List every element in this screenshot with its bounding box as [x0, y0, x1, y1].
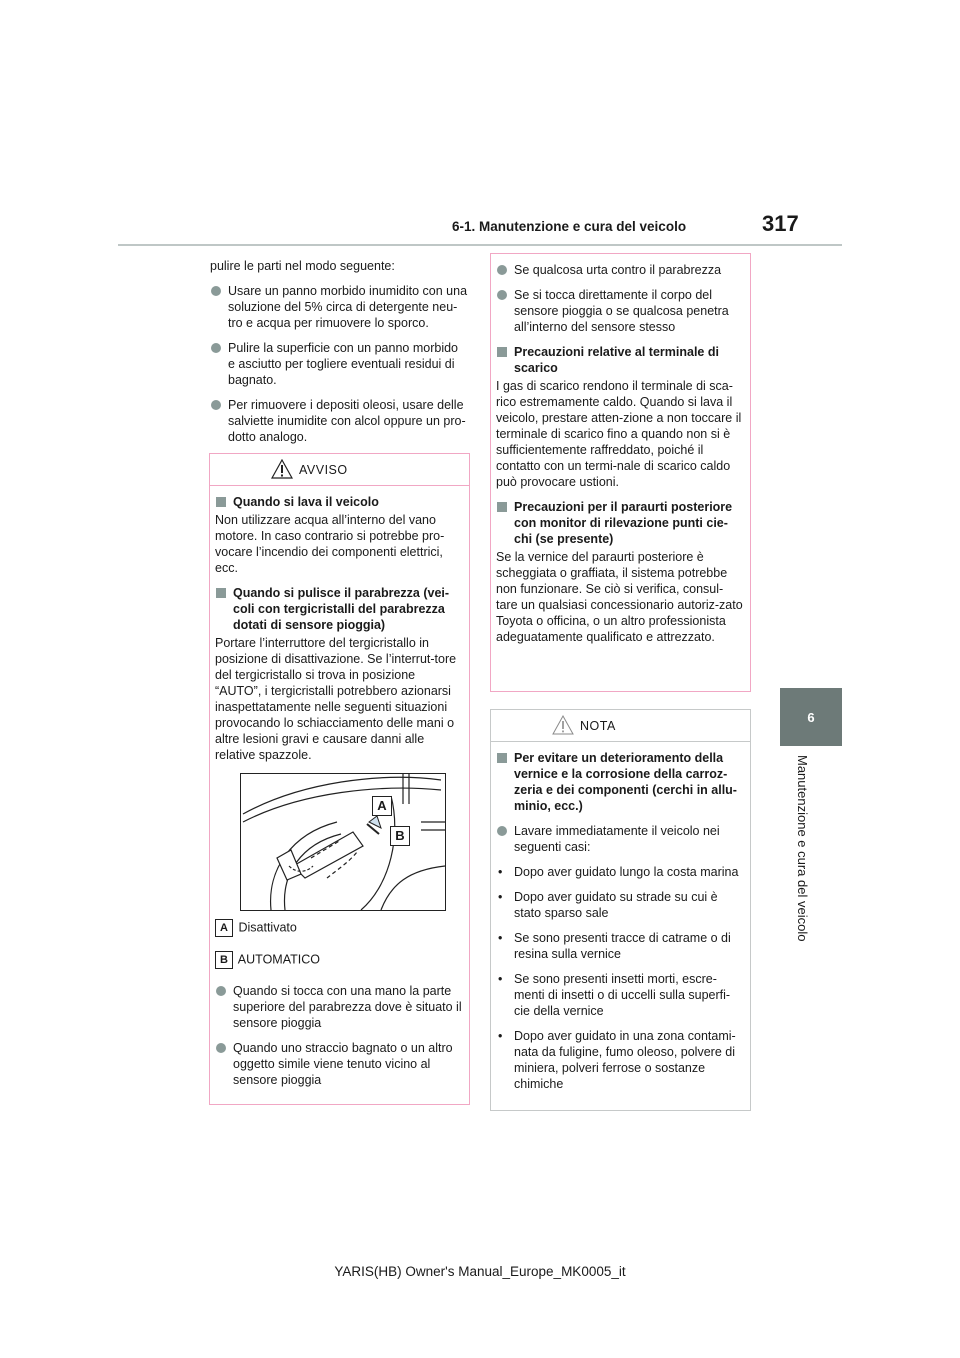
warning-heading: Precauzioni per il paraurti posteriore con monitor di rilevazione punti cie-chi (se presente) — [496, 499, 744, 547]
list-item: • Se sono presenti insetti morti, escre-menti di insetti o di uccelli sulla superfi-cie della vernice — [498, 972, 731, 1018]
list-item: Quando si tocca con una mano la parte superiore del parabrezza dove è situato il sensore pioggia — [215, 983, 463, 1031]
list-item: Se si tocca direttamente il corpo del sensore pioggia o se qualcosa penetra all’interno del sensore stesso — [496, 287, 744, 335]
footer-text: YARIS(HB) Owner's Manual_Europe_MK0005_it — [334, 1264, 626, 1279]
warning-heading: Precauzioni relative al terminale di scarico — [496, 344, 744, 376]
list-item: Pulire la superficie con un panno morbido e asciutto per togliere eventuali residui di bagnato. — [210, 340, 468, 388]
warning-heading: Quando si pulisce il parabrezza (vei-coli con tergicristalli del parabrezza dotati di sensore pioggia) — [215, 585, 463, 633]
warning-triangle-icon — [271, 459, 293, 479]
legend-item-a: A Disattivato — [215, 919, 463, 937]
page-number: 317 — [762, 211, 799, 236]
list-item: Quando uno straccio bagnato o un altro oggetto simile viene tenuto vicino al sensore pioggia — [215, 1040, 463, 1088]
header-rule — [118, 244, 842, 246]
figure-label-a: A — [372, 796, 392, 816]
warning-body — [210, 486, 469, 1088]
note-heading: Per evitare un deterioramento della vernice e la corrosione della carroz-zeria e dei componenti (cerchi in allu-minio, ecc.) — [496, 750, 744, 814]
square-bullet-icon — [497, 753, 507, 763]
wiper-lever-drawing — [241, 774, 445, 910]
bullet-icon — [216, 1043, 226, 1053]
bullet-icon — [216, 986, 226, 996]
square-bullet-icon — [497, 502, 507, 512]
bullet-icon — [211, 286, 221, 296]
list-item: • Se sono presenti tracce di catrame o di resina sulla vernice — [498, 931, 731, 961]
list-item: • Dopo aver guidato lungo la costa marina — [498, 865, 739, 879]
bullet-icon — [497, 290, 507, 300]
chapter-tab — [780, 688, 842, 746]
warning-text: Non utilizzare acqua all’interno del vano motore. In caso contrario si potrebbe pro-vocare l’incendio dei componenti elettrici, ecc. — [215, 513, 445, 575]
list-item: Usare un panno morbido inumidito con una soluzione del 5% circa di detergente neu-tro e acqua per rimuovere lo sporco. — [210, 283, 468, 331]
list-item: • Dopo aver guidato in una zona contami-nata da fuligine, fumo oleoso, polvere di miniera, polveri ferrose o sostanze chimiche — [498, 1029, 736, 1091]
list-item: Se qualcosa urta contro il parabrezza — [496, 262, 744, 278]
warning-title: AVVISO — [299, 463, 348, 477]
bullet-icon — [497, 826, 507, 836]
warning-box — [209, 453, 470, 1105]
label-tag-b: B — [215, 951, 233, 969]
chapter-label: Manutenzione e cura del veicolo — [795, 755, 810, 942]
list-item: Lavare immediatamente il veicolo nei seguenti casi: — [496, 823, 744, 855]
note-header — [491, 710, 750, 742]
bullet-icon — [211, 343, 221, 353]
figure-label-b: B — [390, 826, 410, 846]
square-bullet-icon — [216, 588, 226, 598]
warning-text: Se la vernice del paraurti posteriore è scheggiata o graffiata, il sistema potrebbe non funzionare. Se ciò si verifica, consul-tare un qualsiasi concessionario autoriz-zato Toyota o officina, o un altro professionista adeguatamente qualificato e attrezzato. — [496, 550, 743, 644]
list-item: • Dopo aver guidato su strade su cui è stato sparso sale — [498, 890, 718, 920]
warning-header — [210, 454, 469, 486]
warning-body-continued — [491, 254, 750, 645]
warning-heading: Quando si lava il veicolo — [215, 494, 463, 510]
bullet-icon — [497, 265, 507, 275]
square-bullet-icon — [216, 497, 226, 507]
warning-text: I gas di scarico rendono il terminale di sca-rico estremamente caldo. Quando si lava il veicolo, prestare atten-zione a non toccare il terminale di scarico fino a quando non si è sufficientemente raffreddato, poiché il contatto con un termi-nale di scarico caldo può provocare ustioni. — [496, 379, 742, 489]
legend-item-b: B AUTOMATICO — [215, 951, 463, 969]
section-title: 6-1. Manutenzione e cura del veicolo — [452, 219, 687, 234]
square-bullet-icon — [497, 347, 507, 357]
caution-triangle-icon — [552, 715, 574, 735]
chapter-number: 6 — [807, 709, 815, 725]
note-body — [491, 742, 750, 1092]
left-column — [210, 258, 468, 454]
chapter-tab-label — [792, 755, 812, 955]
note-box — [490, 709, 751, 1111]
intro-text: pulire le parti nel modo seguente: — [210, 259, 395, 273]
wiper-switch-illustration — [240, 773, 446, 911]
warning-box-continued — [490, 253, 751, 692]
bullet-icon — [211, 400, 221, 410]
warning-text: Portare l’interruttore del tergicristallo in posizione di disattivazione. Se l’interrut-tore del tergicristallo si trova in posizione “AUTO”, i tergicristalli potrebbero azionarsi inaspettatamente nelle seguenti situazioni provocando lo schiacciamento delle mani o altre lesioni gravi e causare danni alle relative spazzole. — [215, 636, 457, 762]
note-title: NOTA — [580, 719, 616, 733]
list-item: Per rimuovere i depositi oleosi, usare delle salviette inumidite con alcol oppure un pro-dotto analogo. — [210, 397, 468, 445]
label-tag-a: A — [215, 919, 233, 937]
